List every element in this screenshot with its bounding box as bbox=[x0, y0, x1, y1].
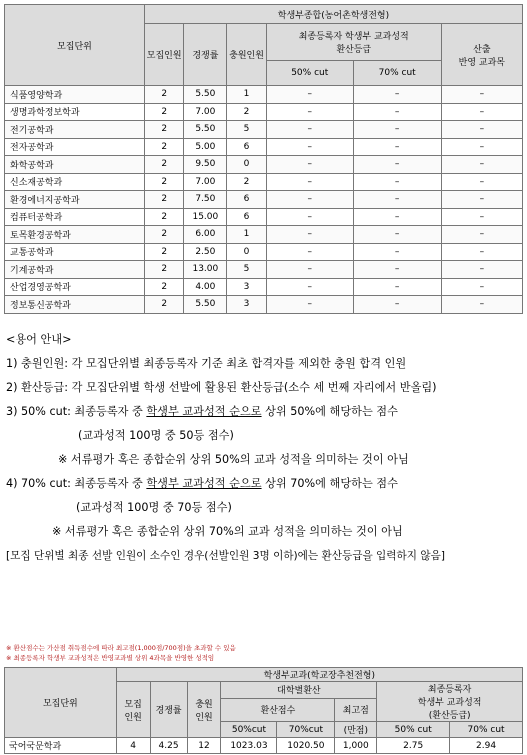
header-competition: 경쟁률 bbox=[184, 24, 227, 86]
cell-competition: 4.00 bbox=[184, 278, 227, 296]
footnote-1: ※ 환산점수는 가산점 취득점수에 따라 최고점(1,000점/700점)을 초과할 수 있음 bbox=[6, 644, 236, 652]
admission-table-rural bbox=[4, 4, 523, 314]
cell-name: 토목환경공학과 bbox=[5, 226, 145, 244]
table-body bbox=[5, 86, 523, 314]
t2-header-extra-line1: 충원 bbox=[195, 699, 213, 710]
guide-note-2: 2) 환산등급: 각 모집단위별 학생 선발에 활용된 환산등급(소수 세 번째 자리에서 반올림) bbox=[6, 381, 437, 394]
header-recruit: 모집인원 bbox=[144, 24, 183, 86]
cell-recruit: 2 bbox=[144, 103, 183, 121]
cell-extra: 0 bbox=[227, 156, 266, 174]
cell-c70: – bbox=[353, 278, 441, 296]
t2-header-recruit-line2: 인원 bbox=[124, 712, 142, 723]
guide-note-4-text: 4) 70% cut: 최종등록자 중 bbox=[6, 477, 147, 490]
guide-note-4 bbox=[6, 472, 524, 496]
t2-header-final-line1: 최종등록자 bbox=[427, 685, 472, 695]
header-final-grade-line2: 환산등급 bbox=[336, 45, 372, 55]
t2-table-body bbox=[5, 738, 523, 754]
cell-subj: – bbox=[441, 226, 522, 244]
cell-competition: 9.50 bbox=[184, 156, 227, 174]
cell-recruit: 2 bbox=[144, 261, 183, 279]
table-row bbox=[5, 208, 523, 226]
cell-subj: – bbox=[441, 156, 522, 174]
cell-competition: 5.50 bbox=[184, 86, 227, 104]
cell-recruit: 2 bbox=[144, 296, 183, 314]
cell-recruit: 2 bbox=[144, 121, 183, 139]
guide-note-1: 1) 충원인원: 각 모집단위별 최종등록자 기준 최초 합격자를 제외한 충원 합격 인원 bbox=[6, 357, 407, 370]
cell-g50: 2.75 bbox=[377, 738, 450, 754]
guide-note-4-warning: ※ 서류평가 혹은 종합순위 상위 70%의 교과 성적을 의미하는 것이 아님 bbox=[52, 525, 403, 538]
cell-max: 1,000 bbox=[335, 738, 377, 754]
table-row bbox=[5, 173, 523, 191]
table-row bbox=[5, 738, 523, 754]
cell-c50: – bbox=[266, 296, 353, 314]
cell-c50: – bbox=[266, 156, 353, 174]
cell-c50: – bbox=[266, 86, 353, 104]
t2-header-group: 학생부교과(학교장추천전형) bbox=[116, 668, 522, 682]
guide-note-3-underline: 학생부 교과성적 순으로 bbox=[146, 405, 262, 418]
cell-c70: – bbox=[353, 103, 441, 121]
cell-recruit: 2 bbox=[144, 156, 183, 174]
t2-header-competition: 경쟁률 bbox=[150, 682, 187, 738]
guide-note-4-example: (교과성적 100명 중 70등 점수) bbox=[76, 501, 232, 514]
cell-recruit: 2 bbox=[144, 243, 183, 261]
cell-name: 산업경영공학과 bbox=[5, 278, 145, 296]
footnotes bbox=[6, 643, 236, 663]
cell-c70: – bbox=[353, 296, 441, 314]
cell-c50: – bbox=[266, 226, 353, 244]
cell-c50: – bbox=[266, 278, 353, 296]
cell-c70: – bbox=[353, 173, 441, 191]
cell-competition: 5.00 bbox=[184, 138, 227, 156]
cell-c70: – bbox=[353, 191, 441, 209]
cell-recruit: 2 bbox=[144, 191, 183, 209]
cell-extra: 3 bbox=[227, 296, 266, 314]
cell-competition: 15.00 bbox=[184, 208, 227, 226]
guide-bracket-note: [모집 단위별 최종 선발 인원이 소수인 경우(선발인원 3명 이하)에는 환산등급을 입력하지 않음] bbox=[6, 550, 445, 562]
header-cut70: 70% cut bbox=[353, 61, 441, 86]
cell-name: 정보통신공학과 bbox=[5, 296, 145, 314]
header-cut50: 50% cut bbox=[266, 61, 353, 86]
guide-note-4-text-end: 상위 70%에 해당하는 점수 bbox=[261, 477, 398, 490]
t2-header-unit: 모집단위 bbox=[5, 668, 117, 738]
t2-header-cut70b: 70% cut bbox=[450, 722, 523, 738]
table-row bbox=[5, 261, 523, 279]
header-final-grade bbox=[266, 24, 441, 61]
table-row bbox=[5, 243, 523, 261]
t2-header-cut50: 50%cut bbox=[221, 722, 277, 738]
cell-recruit: 2 bbox=[144, 226, 183, 244]
cell-extra: 6 bbox=[227, 191, 266, 209]
cell-subj: – bbox=[441, 296, 522, 314]
cell-c50: – bbox=[266, 121, 353, 139]
cell-name: 전자공학과 bbox=[5, 138, 145, 156]
t2-header-recruit bbox=[116, 682, 150, 738]
cell-subj: – bbox=[441, 121, 522, 139]
cell-c50: – bbox=[266, 243, 353, 261]
table-row bbox=[5, 296, 523, 314]
cell-subj: – bbox=[441, 86, 522, 104]
cell-subj: – bbox=[441, 173, 522, 191]
t2-header-cut70: 70%cut bbox=[277, 722, 335, 738]
cell-c70: – bbox=[353, 156, 441, 174]
cell-recruit: 2 bbox=[144, 208, 183, 226]
guide-note-3-warning: ※ 서류평가 혹은 종합순위 상위 50%의 교과 성적을 의미하는 것이 아님 bbox=[58, 453, 409, 466]
guide-note-3-text-end: 상위 50%에 해당하는 점수 bbox=[261, 405, 398, 418]
cell-name: 전기공학과 bbox=[5, 121, 145, 139]
t2-header-max: 최고점 bbox=[335, 698, 377, 721]
guide-note-3 bbox=[6, 400, 524, 424]
guide-title: <용어 안내> bbox=[6, 333, 72, 346]
cell-name: 컴퓨터공학과 bbox=[5, 208, 145, 226]
cell-extra: 6 bbox=[227, 208, 266, 226]
cell-c50: – bbox=[266, 138, 353, 156]
cell-name: 식품영양학과 bbox=[5, 86, 145, 104]
cell-recruit: 2 bbox=[144, 138, 183, 156]
cell-c50: – bbox=[266, 208, 353, 226]
header-calc-line2: 반영 교과목 bbox=[458, 57, 506, 68]
footnote-2: ※ 최종등록자 학생부 교과성적은 반영교과별 상위 4과목을 반영한 성적임 bbox=[6, 654, 215, 662]
cell-extra: 5 bbox=[227, 121, 266, 139]
cell-recruit: 2 bbox=[144, 278, 183, 296]
cell-recruit: 2 bbox=[144, 86, 183, 104]
header-extra: 충원인원 bbox=[227, 24, 266, 86]
cell-subj: – bbox=[441, 278, 522, 296]
cell-extra: 3 bbox=[227, 278, 266, 296]
table-row bbox=[5, 138, 523, 156]
header-group: 학생부종합(농어촌학생전형) bbox=[144, 5, 522, 24]
cell-subj: – bbox=[441, 103, 522, 121]
table-row bbox=[5, 86, 523, 104]
cell-competition: 7.00 bbox=[184, 103, 227, 121]
cell-competition: 5.50 bbox=[184, 121, 227, 139]
t2-header-cut50b: 50% cut bbox=[377, 722, 450, 738]
guide-note-3-text: 3) 50% cut: 최종등록자 중 bbox=[6, 405, 147, 418]
cell-competition: 5.50 bbox=[184, 296, 227, 314]
cell-c70: – bbox=[353, 226, 441, 244]
cell-g70: 2.94 bbox=[450, 738, 523, 754]
cell-competition: 7.00 bbox=[184, 173, 227, 191]
cell-c50: – bbox=[266, 191, 353, 209]
t2-header-conv: 환산점수 bbox=[221, 698, 335, 721]
cell-extra: 12 bbox=[187, 738, 221, 754]
cell-recruit: 2 bbox=[144, 173, 183, 191]
cell-subj: – bbox=[441, 208, 522, 226]
admission-table-school-recommend bbox=[4, 667, 523, 754]
cell-c70: – bbox=[353, 208, 441, 226]
cell-name: 생명과학정보학과 bbox=[5, 103, 145, 121]
header-calc bbox=[441, 24, 522, 86]
cell-extra: 2 bbox=[227, 173, 266, 191]
header-calc-line1: 산출 bbox=[473, 44, 491, 55]
t2-header-final-line2: 학생부 교과성적 bbox=[417, 698, 482, 708]
table-row bbox=[5, 121, 523, 139]
cell-c50: 1023.03 bbox=[221, 738, 277, 754]
table-row bbox=[5, 103, 523, 121]
cell-subj: – bbox=[441, 191, 522, 209]
cell-recruit: 4 bbox=[116, 738, 150, 754]
t2-header-extra-line2: 인원 bbox=[195, 712, 213, 723]
cell-c50: – bbox=[266, 103, 353, 121]
cell-extra: 1 bbox=[227, 226, 266, 244]
table-row bbox=[5, 156, 523, 174]
cell-c70: – bbox=[353, 261, 441, 279]
cell-c50: – bbox=[266, 261, 353, 279]
table-row bbox=[5, 191, 523, 209]
guide-note-3-example: (교과성적 100명 중 50등 점수) bbox=[78, 429, 234, 442]
cell-extra: 2 bbox=[227, 103, 266, 121]
cell-name: 국어국문학과 bbox=[5, 738, 117, 754]
cell-competition: 13.00 bbox=[184, 261, 227, 279]
cell-name: 화학공학과 bbox=[5, 156, 145, 174]
cell-extra: 6 bbox=[227, 138, 266, 156]
header-final-grade-line1: 최종등록자 학생부 교과성적 bbox=[298, 32, 409, 42]
cell-extra: 1 bbox=[227, 86, 266, 104]
table-row bbox=[5, 278, 523, 296]
t2-header-final bbox=[377, 682, 523, 722]
cell-competition: 2.50 bbox=[184, 243, 227, 261]
t2-header-univ: 대학별환산 bbox=[221, 682, 377, 699]
cell-extra: 5 bbox=[227, 261, 266, 279]
cell-c70: 1020.50 bbox=[277, 738, 335, 754]
cell-subj: – bbox=[441, 138, 522, 156]
cell-c70: – bbox=[353, 121, 441, 139]
cell-extra: 0 bbox=[227, 243, 266, 261]
cell-competition: 4.25 bbox=[150, 738, 187, 754]
term-guide bbox=[6, 328, 524, 568]
cell-name: 환경에너지공학과 bbox=[5, 191, 145, 209]
t2-header-max-note: (만점) bbox=[335, 722, 377, 738]
cell-competition: 6.00 bbox=[184, 226, 227, 244]
cell-c70: – bbox=[353, 86, 441, 104]
cell-subj: – bbox=[441, 261, 522, 279]
table-row bbox=[5, 226, 523, 244]
cell-name: 교통공학과 bbox=[5, 243, 145, 261]
header-unit: 모집단위 bbox=[5, 5, 145, 86]
cell-competition: 7.50 bbox=[184, 191, 227, 209]
cell-name: 기계공학과 bbox=[5, 261, 145, 279]
t2-header-extra bbox=[187, 682, 221, 738]
guide-note-4-underline: 학생부 교과성적 순으로 bbox=[146, 477, 262, 490]
cell-c70: – bbox=[353, 243, 441, 261]
t2-header-recruit-line1: 모집 bbox=[124, 699, 142, 710]
cell-subj: – bbox=[441, 243, 522, 261]
t2-header-final-line3: (환산등급) bbox=[428, 711, 471, 721]
cell-name: 신소재공학과 bbox=[5, 173, 145, 191]
cell-c50: – bbox=[266, 173, 353, 191]
cell-c70: – bbox=[353, 138, 441, 156]
